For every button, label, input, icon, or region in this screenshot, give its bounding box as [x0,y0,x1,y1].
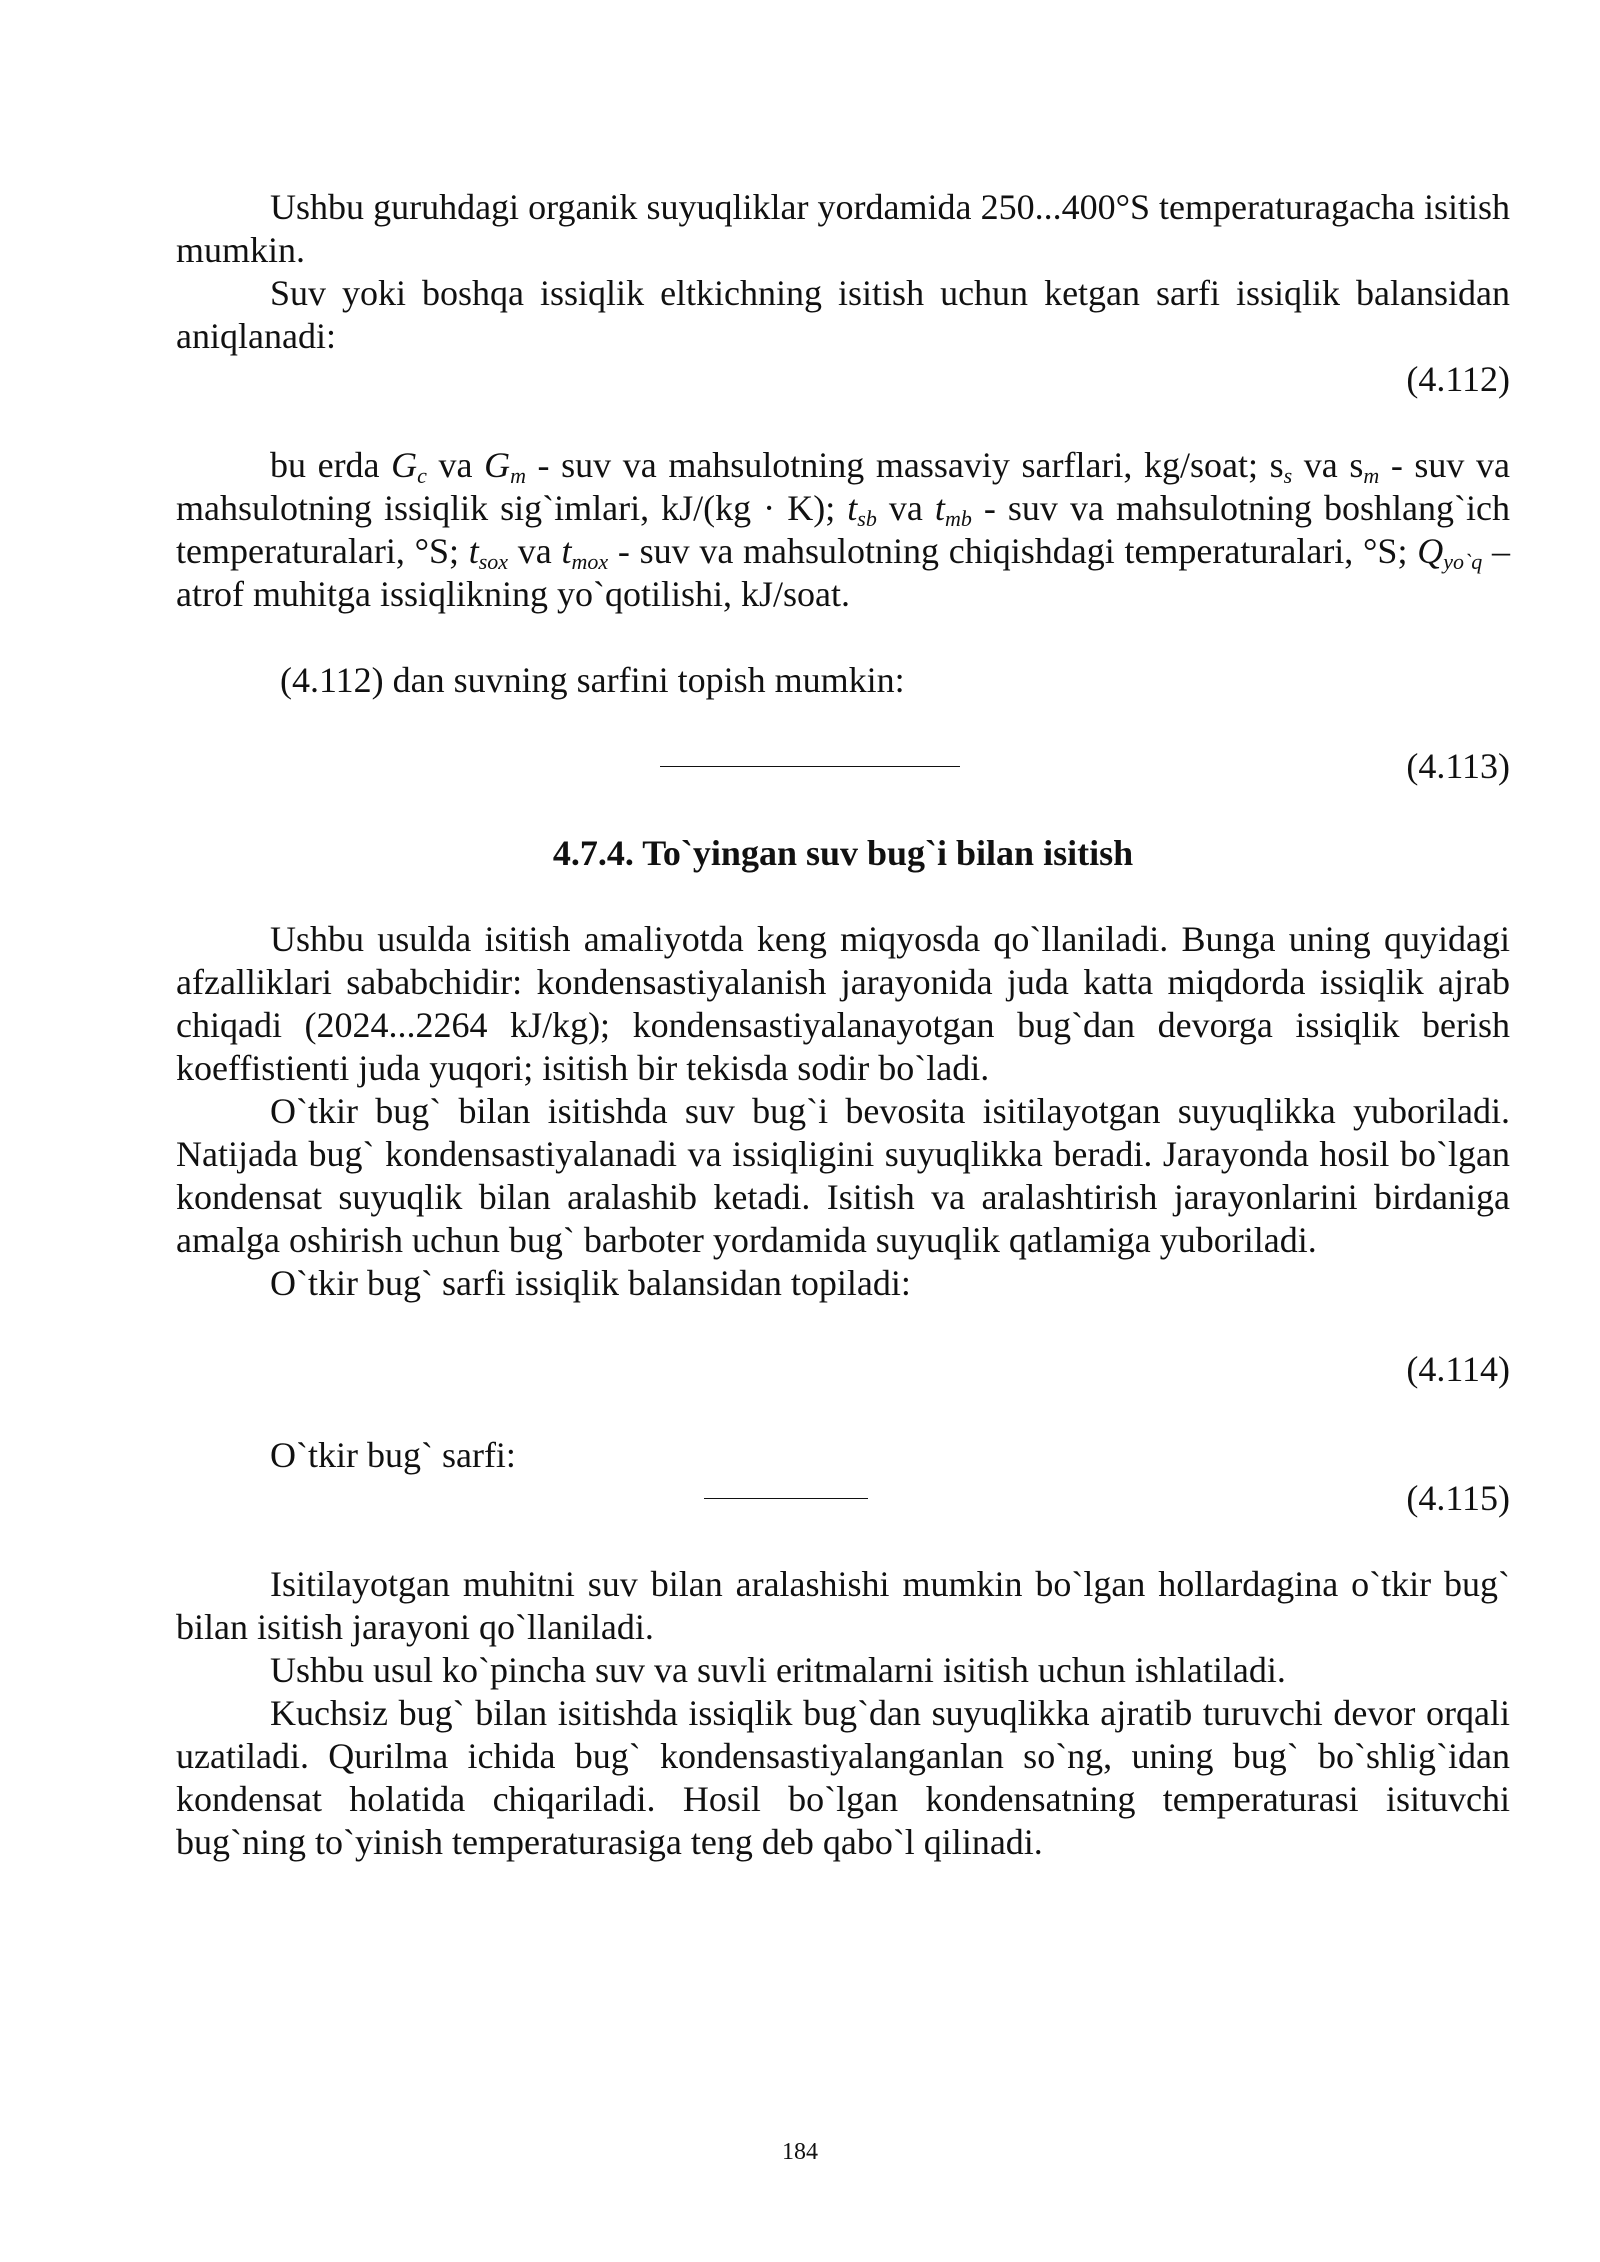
equation-4-113 [176,745,1510,788]
equation-4-115 [176,1477,1510,1520]
paragraph-live-steam: O`tkir bug` bilan isitishda suv bug`i bevosita isitilayotgan suyuqlikka yuboriladi. Natijada bug` kondensastiyalanadi va issiqligini suyuqlikka beradi. Jarayonda hosil bo`lgan kondensat suyuqlik bilan aralashib ketadi. Isitish va aralashtirish jarayonlarini birdaniga amalga oshirish uchun bug` barboter yordamida suyuqlik qatlamiga yuboriladi. [176,1091,1510,1260]
fraction-bar [660,766,960,767]
fraction-bar [704,1498,868,1499]
paragraph-steam-balance: O`tkir bug` sarfi issiqlik balansidan topiladi: [270,1263,911,1303]
equation-number: (4.114) [1406,1349,1510,1389]
paragraph-intro: Ushbu guruhdagi organik suyuqliklar yordamida 250...400°S temperaturagacha isitish mumkin. [176,187,1510,270]
document-page [176,186,1510,1864]
section-heading: 4.7.4. To`yingan suv bug`i bilan isitish [552,833,1134,873]
equation-number: (4.115) [1406,1478,1510,1518]
paragraph-definitions: bu erda $G_c$ va $G_m$ - suv va mahsulotning massaviy sarflari, kg/soat; $s_s$ va $s_m$ - suv va mahsulotning issiqlik sig`imlari, kJ/(kg · K); $t_{sb}$ va $t_{mb}$ - suv va mahsulotning boshlang`ich temperaturalari, °S; $t_{sox}$ va $t_{mox}$ - suv va mahsulotning chiqishdagi temperaturalari, °S; $Q_{yo`q}$ – atrof muhitga issiqlikning yo`qotilishi, kJ/soat. [176,445,1511,614]
equation-number: (4.112) [1406,359,1510,399]
paragraph-steam-consumption: O`tkir bug` sarfi: [270,1435,516,1475]
paragraph-usage: Ushbu usul ko`pincha suv va suvli eritmalarni isitish uchun ishlatiladi. [270,1650,1286,1690]
equation-4-112 [176,358,1510,401]
paragraph-derive: (4.112) dan suvning sarfini topish mumkin: [280,660,905,700]
page-number: 184 [782,2139,818,2165]
paragraph-mixing: Isitilayotgan muhitni suv bilan aralashishi mumkin bo`lgan hollardagina o`tkir bug` bilan isitish jarayoni qo`llaniladi. [176,1564,1510,1647]
equation-4-114 [176,1348,1510,1391]
paragraph-weak-steam: Kuchsiz bug` bilan isitishda issiqlik bug`dan suyuqlikka ajratib turuvchi devor orqali uzatiladi. Qurilma ichida bug` kondensastiyalanganlan so`ng, uning bug` bo`shlig`idan kondensat holatida chiqariladi. Hosil bo`lgan kondensatning temperaturasi isituvchi bug`ning to`yinish temperaturasiga teng deb qabo`l qilinadi. [176,1693,1510,1862]
paragraph-advantages: Ushbu usulda isitish amaliyotda keng miqyosda qo`llaniladi. Bunga uning quyidagi afzalliklari sababchidir: kondensastiyalanish jarayonida juda katta miqdorda issiqlik ajrab chiqadi (2024...2264 kJ/kg); kondensastiyalanayotgan bug`dan devorga issiqlik berish koeffistienti juda yuqori; isitish bir tekisda sodir bo`ladi. [176,919,1510,1088]
paragraph-balance: Suv yoki boshqa issiqlik eltkichning isitish uchun ketgan sarfi issiqlik balansidan aniqlanadi: [176,273,1510,356]
equation-number: (4.113) [1406,746,1510,786]
